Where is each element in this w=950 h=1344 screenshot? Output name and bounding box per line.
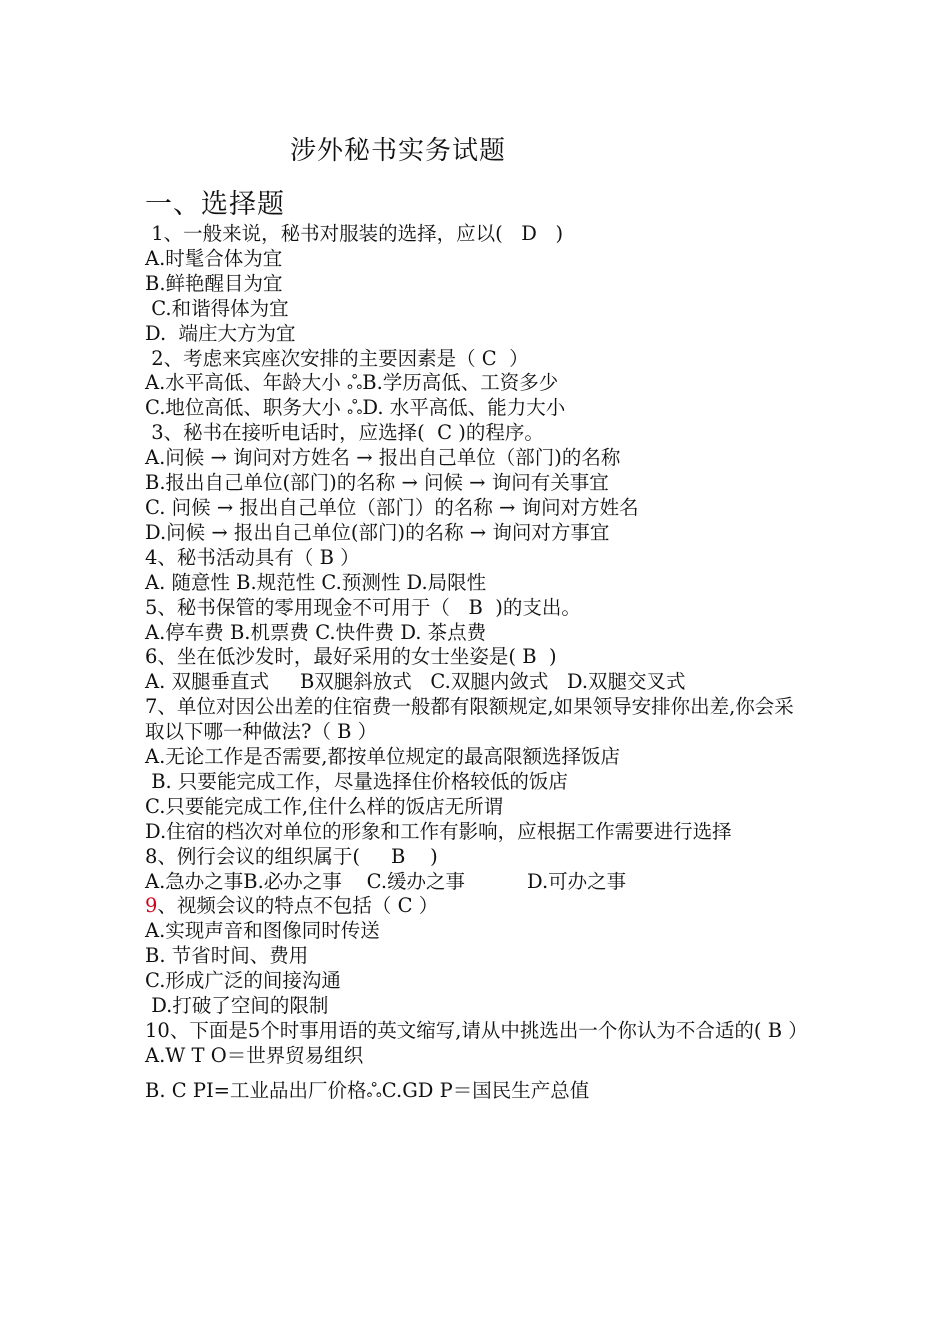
question-1-option-c: C.和谐得体为宜 xyxy=(145,296,289,320)
question-7-option-a: A.无论工作是否需要,都按单位规定的最高限额选择饭店 xyxy=(145,745,620,769)
question-9-number: 9 xyxy=(145,894,158,918)
question-1-option-b: B.鲜艳醒目为宜 xyxy=(145,271,283,295)
question-3-stem: 3、秘书在接听电话时，应选择( C )的程序。 xyxy=(145,421,544,445)
question-8-stem: 8、例行会议的组织属于( B ) xyxy=(145,844,438,868)
question-9-option-c: C.形成广泛的间接沟通 xyxy=(145,969,341,993)
question-9-option-b: B. 节省时间、费用 xyxy=(145,944,309,968)
question-10-option-a: A.W T O＝世界贸易组织 xyxy=(145,1043,364,1067)
question-1-stem: 1、一般来说，秘书对服装的选择，应以( D ) xyxy=(145,222,564,245)
question-6-options: A. 双腿垂直式 B双腿斜放式 C.双腿内敛式 D.双腿交叉式 xyxy=(145,670,686,694)
question-10-stem: 10、下面是5个时事用语的英文缩写,请从中挑选出一个你认为不合适的( B ） xyxy=(145,1019,808,1042)
question-2-stem: 2、考虑来宾座次安排的主要因素是（ C ） xyxy=(145,346,529,370)
question-3-option-c: C. 问候 → 报出自己单位（部门）的名称 → 询问对方姓名 xyxy=(145,495,639,519)
question-1-option-a: A.时髦合体为宜 xyxy=(145,246,283,270)
question-9-option-a: A.实现声音和图像同时传送 xyxy=(145,919,380,943)
question-3-option-a: A.问候 → 询问对方姓名 → 报出自己单位（部门)的名称 xyxy=(145,446,621,470)
question-7-option-d: D.住宿的档次对单位的形象和工作有影响，应根据工作需要进行选择 xyxy=(145,819,732,843)
section-heading: 一、选择题 xyxy=(145,189,285,220)
question-2-options-cd: C.地位高低、职务大小 ஃD. 水平高低、能力大小 xyxy=(145,396,566,420)
question-8-options: A.急办之事B.必办之事 C.缓办之事 D.可办之事 xyxy=(145,869,627,893)
question-3-option-b: B.报出自己单位(部门)的名称 → 问候 → 询问有关事宜 xyxy=(145,471,609,495)
question-9-option-d: D.打破了空间的限制 xyxy=(145,994,329,1018)
question-9-stem xyxy=(145,894,810,919)
question-list xyxy=(145,222,810,1104)
document-title: 涉外秘书实务试题 xyxy=(290,136,507,166)
question-7-option-b: B. 只要能完成工作，尽量选择住价格较低的饭店 xyxy=(145,769,568,793)
question-10-options-bc: B. C PI=工业品出厂价格ஃC.GD P＝国民生产总值 xyxy=(145,1078,590,1102)
question-9-text: 、视频会议的特点不包括（ C ） xyxy=(157,894,439,918)
question-2-options-ab: A.水平高低、年龄大小 ஃB.学历高低、工资多少 xyxy=(145,371,559,395)
question-4-options: A. 随意性 B.规范性 C.预测性 D.局限性 xyxy=(145,570,487,594)
question-1-option-d: D. 端庄大方为宜 xyxy=(145,321,296,345)
question-7-stem: 7、单位对因公出差的住宿费一般都有限额规定,如果领导安排你出差,你会采取以下哪一种做法?（ B ） xyxy=(145,695,794,744)
question-6-stem: 6、坐在低沙发时，最好采用的女士坐姿是( B ) xyxy=(145,645,557,669)
question-4-stem: 4、秘书活动具有（ B ） xyxy=(145,545,360,569)
question-5-options: A.停车费 B.机票费 C.快件费 D. 茶点费 xyxy=(145,620,487,644)
question-3-option-d: D.问候 → 报出自己单位(部门)的名称 → 询问对方事宜 xyxy=(145,520,610,544)
question-7-option-c: C.只要能完成工作,住什么样的饭店无所谓 xyxy=(145,794,504,818)
question-5-stem: 5、秘书保管的零用现金不可用于（ B )的支出。 xyxy=(145,595,581,619)
